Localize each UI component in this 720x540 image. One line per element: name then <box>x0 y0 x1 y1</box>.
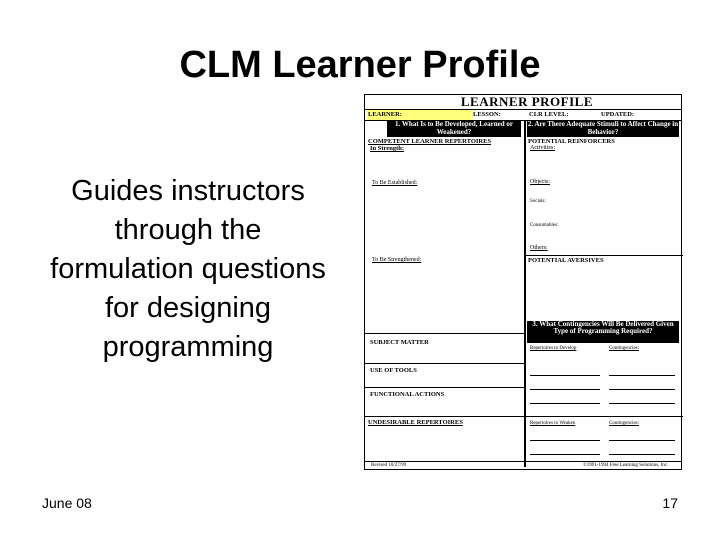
use-of-tools-label: USE OF TOOLS <box>370 367 417 374</box>
to-be-established-label: To Be Established: <box>372 180 418 186</box>
learner-field-label: LEARNER: <box>368 111 402 118</box>
competent-repertoires-label: COMPETENT LEARNER REPERTOIRES <box>368 138 492 145</box>
potential-aversives-label: POTENTIAL AVERSIVES <box>528 257 604 264</box>
slide-body-text: Guides instructors through the formulation questions for designing programming <box>50 175 326 363</box>
subject-matter-label: SUBJECT MATTER <box>370 339 429 346</box>
lesson-field-label: LESSON: <box>473 111 501 118</box>
functional-actions-label: FUNCTIONAL ACTIONS <box>370 391 445 398</box>
footer-date: June 08 <box>42 495 92 511</box>
objects-label: Objects: <box>530 179 550 185</box>
undesirable-repertoires-label: UNDESIRABLE REPERTOIRES <box>368 419 463 426</box>
clr-level-field-label: CLR LEVEL: <box>529 111 569 118</box>
form-title: LEARNER PROFILE <box>460 94 593 109</box>
socials-label: Socials: <box>530 199 546 204</box>
contingencies-weaken-label: Contingencies: <box>609 421 639 426</box>
consumables-label: Consumables: <box>530 223 559 228</box>
potential-reinforcers-label: POTENTIAL REINFORCERS <box>528 138 615 145</box>
repertoires-to-weaken-label: Repertoires to Weaken <box>530 421 576 426</box>
in-strength-label: In Strength: <box>370 145 405 152</box>
slide-title: CLM Learner Profile <box>179 44 541 86</box>
activities-label: Activities: <box>530 145 555 151</box>
copyright-text: ©1991-1994 Free Learning Solutions, Inc. <box>583 463 669 468</box>
revised-date-text: Revised 10/27/99 <box>371 463 407 468</box>
question-3-header: 3. What Contingencies Will Be Delivered Given Type of Programming Required? <box>527 321 679 343</box>
contingencies-label: Contingencies: <box>609 346 639 351</box>
page-number: 17 <box>662 495 678 511</box>
question-1-header: 1. What Is to Be Developed, Learned or Weakened? <box>387 121 521 137</box>
question-2-header: 2. Are There Adequate Stimuli to Affect Change in Behavior? <box>527 120 679 136</box>
others-label: Others: <box>530 245 548 251</box>
updated-field-label: UPDATED: <box>601 111 635 118</box>
learner-profile-form-image <box>364 94 682 470</box>
form-header <box>365 95 681 110</box>
to-be-strengthened-label: To Be Strengthened: <box>372 257 422 263</box>
repertoires-to-develop-label: Repertoires to Develop <box>530 346 577 351</box>
